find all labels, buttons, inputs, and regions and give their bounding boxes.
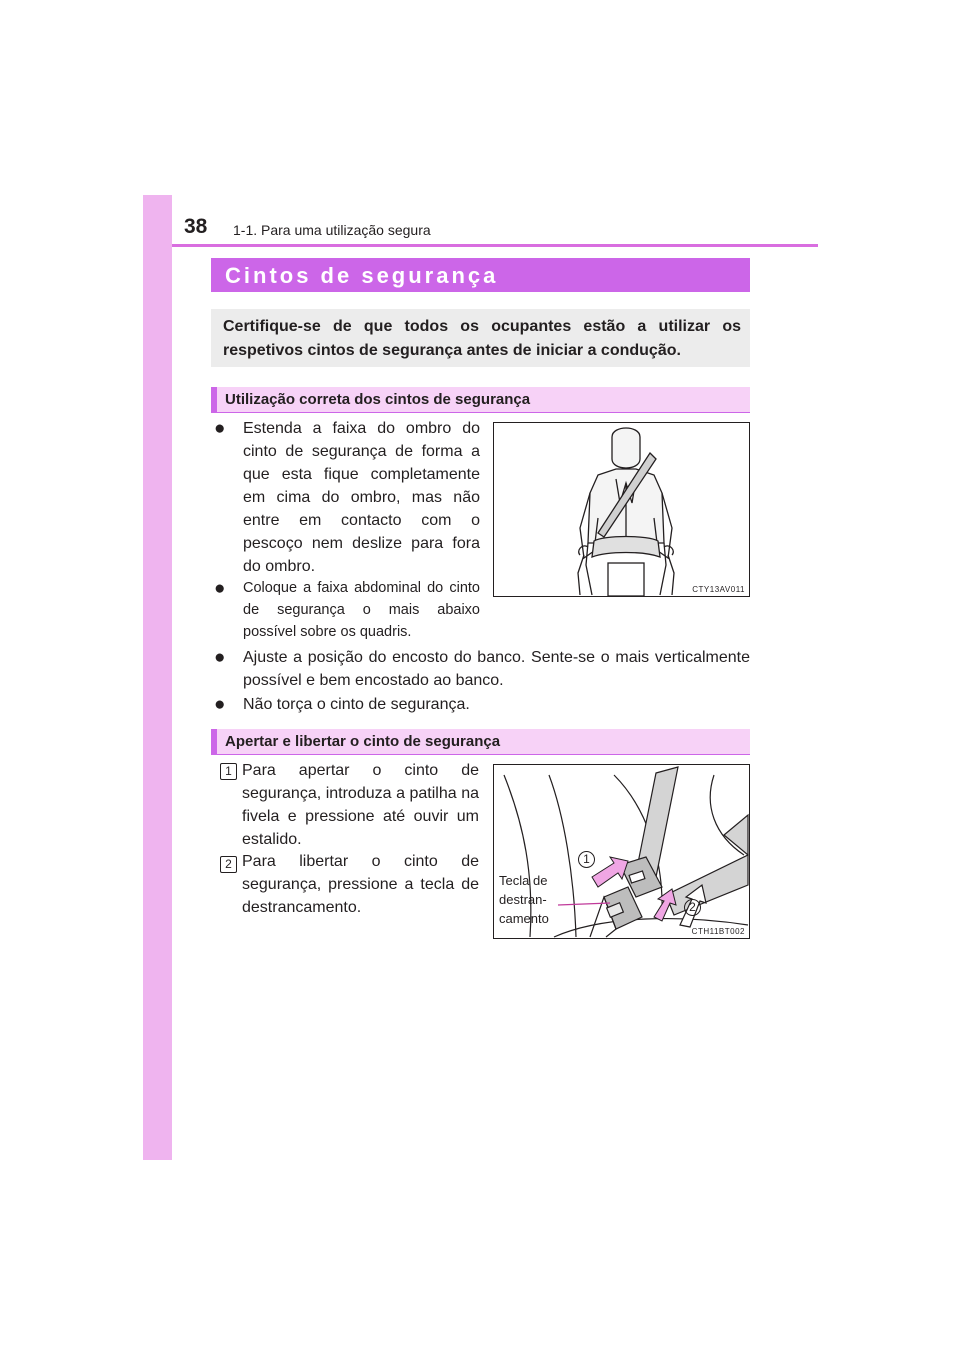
header-rule	[172, 244, 818, 247]
section-heading-text: Apertar e libertar o cinto de segurança	[225, 733, 501, 750]
section-heading-fasten-release	[211, 729, 750, 755]
release-button-label: Tecla de destran- camento	[499, 873, 549, 926]
bullet-icon: ●	[214, 418, 226, 439]
step-text-2: Para libertar o cinto de segurança, pressione a tecla de destrancamento.	[242, 853, 479, 916]
page-number: 38	[184, 215, 208, 238]
bullet-text: Não torça o cinto de segurança.	[243, 696, 470, 713]
page-title: Cintos de segurança	[225, 263, 499, 288]
intro-text: Certifique-se de que todos os ocupantes estão a utilizar os respetivos cintos de segurança antes de iniciar a condução.	[223, 318, 741, 359]
bullet-text: Coloque a faixa abdominal do cinto de segurança o mais abaixo possível sobre os quadris.	[243, 580, 480, 640]
step-text-1: Para apertar o cinto de segurança, introduza a patilha na fivela e pressione até ouvir um estalido.	[242, 762, 479, 848]
bullet-text: Estenda a faixa do ombro do cinto de segurança de forma a que esta fique completamente em cima do ombro, mas não entre em contacto com o pescoço nem deslize para fora do ombro.	[243, 420, 480, 575]
title-bar	[211, 258, 750, 292]
side-tab-bar	[143, 195, 172, 1160]
buckle-illustration	[493, 764, 750, 939]
figure-code: CTH11BT002	[691, 927, 745, 936]
step-number-2: 2	[220, 856, 237, 873]
seated-person-illustration	[493, 422, 750, 597]
bullet-icon: ●	[214, 647, 226, 668]
bullet-icon: ●	[214, 694, 226, 715]
bullet-icon: ●	[214, 578, 226, 599]
intro-box	[211, 309, 750, 367]
step-number-1: 1	[220, 763, 237, 780]
callout-2: 2	[684, 899, 701, 916]
seated-person-drawing	[494, 423, 749, 596]
figure-code: CTY13AV011	[692, 585, 745, 594]
section-heading-correct-use	[211, 387, 750, 413]
section-heading-text: Utilização correta dos cintos de segurança	[225, 391, 531, 408]
bullet-text: Ajuste a posição do encosto do banco. Sente-se o mais verticalmente possível e bem encostado ao banco.	[243, 649, 750, 689]
section-label: 1-1. Para uma utilização segura	[233, 222, 431, 238]
callout-1: 1	[578, 851, 595, 868]
